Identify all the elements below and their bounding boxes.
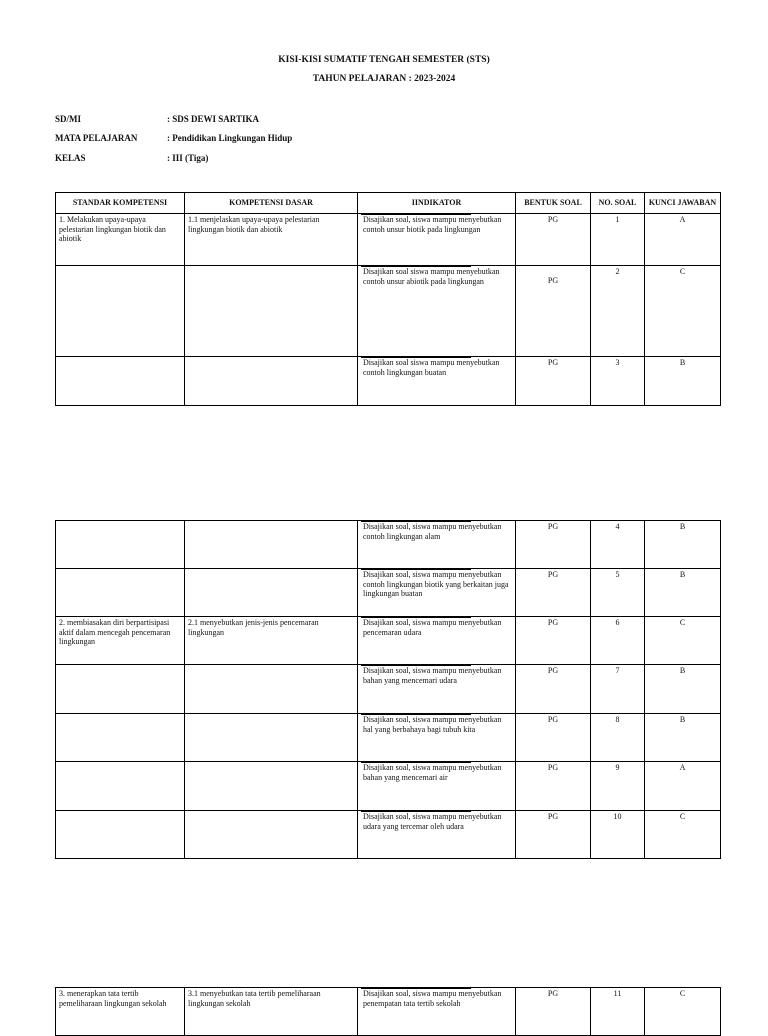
cell-indikator: Disajikan soal, siswa mampu menyebutkan bahan yang mencemari air — [358, 762, 516, 811]
table-row — [56, 214, 721, 266]
kisi-kisi-table-page-3 — [55, 987, 721, 1036]
cell-bentuk-soal: PG — [516, 988, 591, 1036]
header-standar-kompetensi: STANDAR KOMPETENSI — [56, 193, 185, 214]
cell-indikator: Disajikan soal, siswa mampu menyebutkan contoh lingkungan biotik yang berkaitan juga lingkungan buatan — [358, 569, 516, 617]
cell-indikator: Disajikan soal siswa mampu menyebutkan contoh lingkungan buatan — [358, 357, 516, 406]
cell-kompetensi-dasar: 2.1 menyebutkan jenis-jenis pencemaran lingkungan — [185, 617, 358, 665]
cell-standar-kompetensi: 3. menerapkan tata tertib pemeliharaan lingkungan sekolah — [56, 988, 185, 1036]
cell-standar-kompetensi — [56, 762, 185, 811]
cell-kunci-jawaban: B — [645, 357, 721, 406]
table-row — [56, 266, 721, 357]
cell-bentuk-soal: PG — [516, 617, 591, 665]
cell-indikator: Disajikan soal, siswa mampu menyebutkan pencemaran udara — [358, 617, 516, 665]
cell-kunci-jawaban: B — [645, 714, 721, 762]
kisi-kisi-table-page-2 — [55, 520, 721, 859]
cell-standar-kompetensi — [56, 714, 185, 762]
cell-kunci-jawaban: C — [645, 617, 721, 665]
cell-kunci-jawaban: C — [645, 811, 721, 859]
document-subtitle: TAHUN PELAJARAN : 2023-2024 — [312, 74, 456, 84]
cell-no-soal: 8 — [591, 714, 645, 762]
cell-no-soal: 5 — [591, 569, 645, 617]
cell-kunci-jawaban: A — [645, 214, 721, 266]
header-indikator: IINDIKATOR — [358, 193, 516, 214]
cell-kunci-jawaban: B — [645, 569, 721, 617]
cell-standar-kompetensi: 1. Melakukan upaya-upaya pelestarian lingkungan biotik dan abiotik — [56, 214, 185, 266]
document-title: KISI-KISI SUMATIF TENGAH SEMESTER (STS) — [278, 55, 490, 65]
cell-kompetensi-dasar — [185, 665, 358, 714]
cell-bentuk-soal: PG — [516, 569, 591, 617]
table-row — [56, 714, 721, 762]
cell-no-soal: 9 — [591, 762, 645, 811]
cell-kompetensi-dasar — [185, 521, 358, 569]
cell-no-soal: 6 — [591, 617, 645, 665]
header-kunci-jawaban: KUNCI JAWABAN — [645, 193, 721, 214]
table-row — [56, 988, 721, 1036]
info-value: : Pendidikan Lingkungan Hidup — [167, 133, 293, 143]
cell-standar-kompetensi — [56, 665, 185, 714]
table-row — [56, 665, 721, 714]
table-row — [56, 569, 721, 617]
info-label: SD/MI — [55, 114, 82, 124]
cell-no-soal: 2 — [591, 266, 645, 357]
cell-standar-kompetensi — [56, 811, 185, 859]
table-row — [56, 811, 721, 859]
cell-bentuk-soal: PG — [516, 521, 591, 569]
cell-kompetensi-dasar: 1.1 menjelaskan upaya-upaya pelestarian lingkungan biotik dan abiotik — [185, 214, 358, 266]
cell-standar-kompetensi — [56, 357, 185, 406]
cell-kunci-jawaban: C — [645, 266, 721, 357]
cell-kunci-jawaban: B — [645, 665, 721, 714]
cell-bentuk-soal: PG — [516, 714, 591, 762]
header-no-soal: NO. SOAL — [591, 193, 645, 214]
cell-indikator: Disajikan soal, siswa mampu menyebutkan contoh lingkungan alam — [358, 521, 516, 569]
cell-standar-kompetensi: 2. membiasakan diri berpartisipasi aktif dalam mencegah pencemaran lingkungan — [56, 617, 185, 665]
cell-standar-kompetensi — [56, 266, 185, 357]
cell-kunci-jawaban: A — [645, 762, 721, 811]
info-value: : SDS DEWI SARTIKA — [167, 114, 259, 124]
cell-bentuk-soal: PG — [516, 665, 591, 714]
cell-no-soal: 7 — [591, 665, 645, 714]
cell-indikator: Disajikan soal, siswa mampu menyebutkan udara yang tercemar oleh udara — [358, 811, 516, 859]
info-label: MATA PELAJARAN — [55, 133, 138, 143]
cell-kompetensi-dasar — [185, 357, 358, 406]
cell-kompetensi-dasar — [185, 811, 358, 859]
cell-standar-kompetensi — [56, 521, 185, 569]
cell-no-soal: 11 — [591, 988, 645, 1036]
kisi-kisi-table-page-1 — [55, 192, 721, 406]
cell-bentuk-soal: PG — [516, 357, 591, 406]
cell-standar-kompetensi — [56, 569, 185, 617]
cell-bentuk-soal: PG — [516, 811, 591, 859]
cell-indikator: Disajikan soal, siswa mampu menyebutkan penempatan tata tertib sekolah — [358, 988, 516, 1036]
cell-kompetensi-dasar — [185, 762, 358, 811]
cell-kompetensi-dasar: 3.1 menyebutkan tata tertib pemeliharaan lingkungan sekolah — [185, 988, 358, 1036]
table-row — [56, 762, 721, 811]
header-kompetensi-dasar: KOMPETENSI DASAR — [185, 193, 358, 214]
info-value: : III (Tiga) — [167, 153, 209, 163]
table-header-row — [56, 193, 721, 214]
cell-kompetensi-dasar — [185, 569, 358, 617]
cell-no-soal: 3 — [591, 357, 645, 406]
cell-bentuk-soal: PG — [516, 266, 591, 357]
cell-no-soal: 1 — [591, 214, 645, 266]
table-row — [56, 617, 721, 665]
cell-no-soal: 10 — [591, 811, 645, 859]
cell-indikator: Disajikan soal siswa mampu menyebutkan contoh unsur abiotik pada lingkungan — [358, 266, 516, 357]
cell-no-soal: 4 — [591, 521, 645, 569]
cell-indikator: Disajikan soal, siswa mampu menyebutkan hal yang berbahaya bagi tubuh kita — [358, 714, 516, 762]
table-row — [56, 521, 721, 569]
table-row — [56, 357, 721, 406]
cell-kompetensi-dasar — [185, 266, 358, 357]
cell-kunci-jawaban: B — [645, 521, 721, 569]
cell-indikator: Disajikan soal, siswa mampu menyebutkan contoh unsur biotik pada lingkungan — [358, 214, 516, 266]
info-label: KELAS — [55, 153, 86, 163]
cell-bentuk-soal: PG — [516, 762, 591, 811]
header-bentuk-soal: BENTUK SOAL — [516, 193, 591, 214]
cell-bentuk-soal: PG — [516, 214, 591, 266]
cell-kompetensi-dasar — [185, 714, 358, 762]
cell-indikator: Disajikan soal, siswa mampu menyebutkan bahan yang mencemari udara — [358, 665, 516, 714]
cell-kunci-jawaban: C — [645, 988, 721, 1036]
